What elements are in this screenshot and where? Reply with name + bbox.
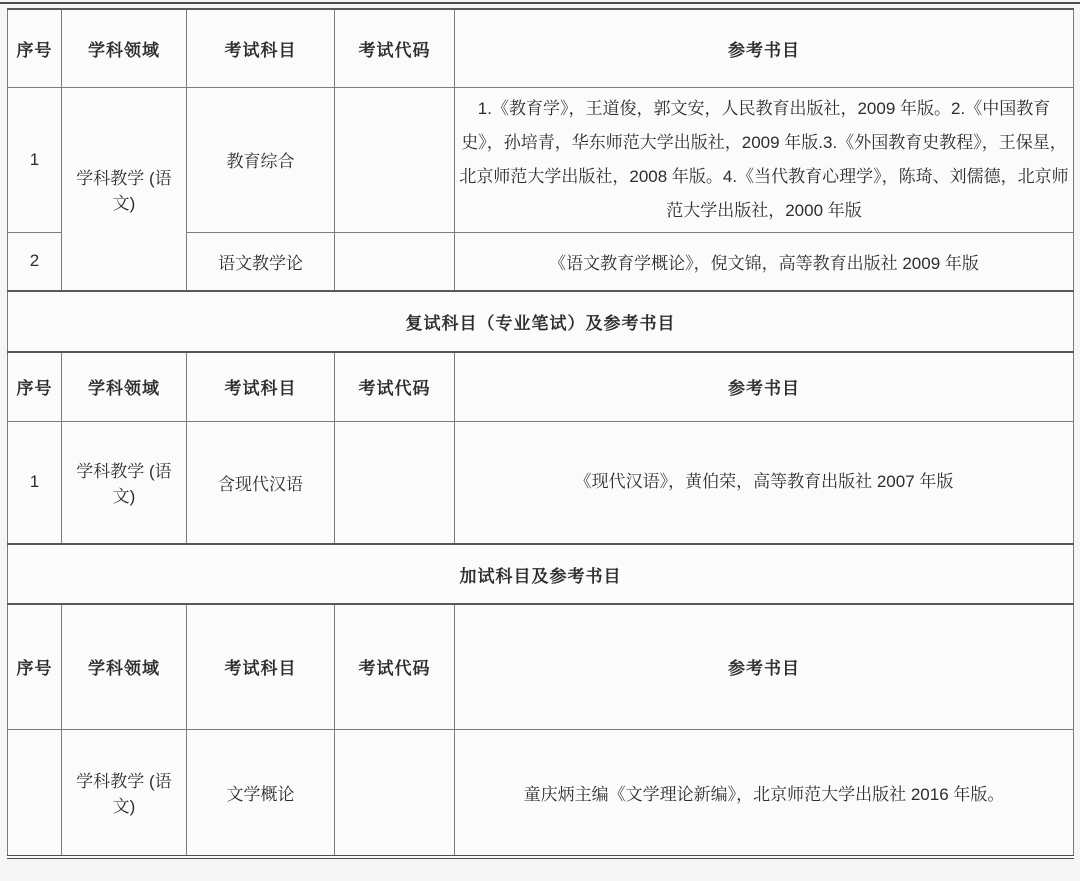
initial-exam-header-row (8, 9, 1074, 87)
cell-no: 2 (8, 232, 62, 291)
cell-reference-books: 1.《教育学》，王道俊，郭文安，人民教育出版社，2009 年版。2.《中国教育史》，孙培青，华东师范大学出版社，2009 年版.3.《外国教育史教程》，王保星，北京师范大学出版社，2008 年版。4.《当代教育心理学》，陈琦、刘儒德，北京师范大学出版社，2000 年版 (455, 87, 1074, 232)
column-header-no: 序号 (8, 352, 62, 421)
cell-no (8, 729, 62, 857)
cell-reference-books: 童庆炳主编《文学理论新编》，北京师范大学出版社 2016 年版。 (455, 729, 1074, 857)
cell-exam-code (335, 421, 455, 544)
column-header-subject: 考试科目 (187, 604, 335, 729)
table-row (8, 729, 1074, 857)
column-header-no: 序号 (8, 604, 62, 729)
cell-no: 1 (8, 87, 62, 232)
section-title-additional: 加试科目及参考书目 (8, 544, 1074, 604)
table-row (8, 421, 1074, 544)
column-header-books: 参考书目 (455, 9, 1074, 87)
column-header-code: 考试代码 (335, 9, 455, 87)
cell-exam-subject: 文学概论 (187, 729, 335, 857)
retest-header-row (8, 352, 1074, 421)
column-header-no: 序号 (8, 9, 62, 87)
cell-exam-subject: 含现代汉语 (187, 421, 335, 544)
cell-reference-books: 《语文教育学概论》，倪文锦，高等教育出版社 2009 年版 (455, 232, 1074, 291)
cell-subject-area: 学科教学 (语文) (62, 729, 187, 857)
column-header-area: 学科领域 (62, 604, 187, 729)
cell-exam-subject: 教育综合 (187, 87, 335, 232)
column-header-subject: 考试科目 (187, 352, 335, 421)
cell-subject-area: 学科教学 (语文) (62, 87, 187, 291)
column-header-code: 考试代码 (335, 604, 455, 729)
cell-exam-code (335, 729, 455, 857)
exam-reference-table (7, 8, 1074, 859)
cell-exam-subject: 语文教学论 (187, 232, 335, 291)
page-top-rule (0, 2, 1080, 4)
column-header-books: 参考书目 (455, 352, 1074, 421)
cell-no: 1 (8, 421, 62, 544)
table-row (8, 87, 1074, 232)
column-header-books: 参考书目 (455, 604, 1074, 729)
section-title-retest: 复试科目（专业笔试）及参考书目 (8, 291, 1074, 352)
section-band-additional (8, 544, 1074, 604)
column-header-subject: 考试科目 (187, 9, 335, 87)
column-header-code: 考试代码 (335, 352, 455, 421)
column-header-area: 学科领域 (62, 352, 187, 421)
cell-exam-code (335, 232, 455, 291)
cell-subject-area: 学科教学 (语文) (62, 421, 187, 544)
cell-reference-books: 《现代汉语》，黄伯荣，高等教育出版社 2007 年版 (455, 421, 1074, 544)
cell-exam-code (335, 87, 455, 232)
section-band-retest (8, 291, 1074, 352)
additional-test-header-row (8, 604, 1074, 729)
column-header-area: 学科领域 (62, 9, 187, 87)
